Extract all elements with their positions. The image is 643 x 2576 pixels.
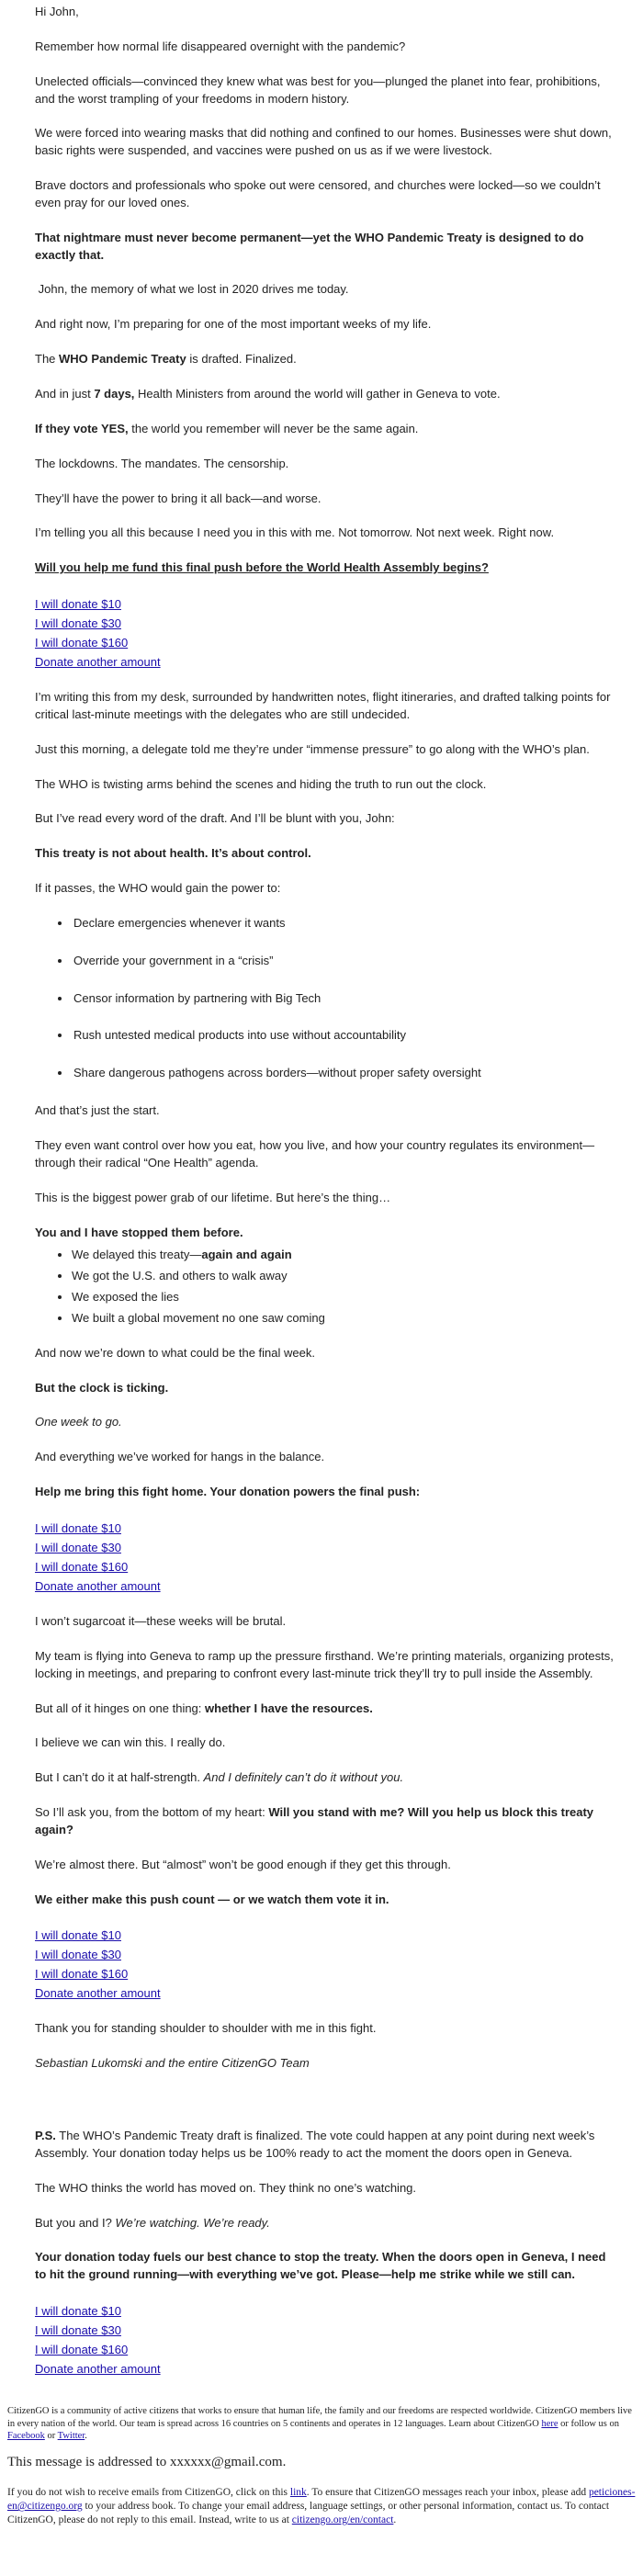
seven-days-paragraph [35,386,617,403]
cta-heading [35,559,617,577]
text-span: Health Ministers from around the world will gather in Geneva to vote. [134,386,501,401]
twisting-paragraph: The WHO is twisting arms behind the scenes and hiding the truth to run out the clock. [35,776,487,791]
drafted-paragraph [35,351,617,368]
brutal-paragraph: I won’t sugarcoat it—these weeks will be brutal. [35,1613,287,1628]
memory-paragraph: John, the memory of what we lost in 2020 drives me today. [35,282,349,297]
twitter-link[interactable]: Twitter [57,2431,85,2442]
addressed-to: This message is addressed to xxxxxx@gmail.com. [7,2455,287,2470]
one-health-paragraph: They even want control over how you eat, how you live, and how your country regulates its environment—through their radical “One Health” agenda. [35,1138,595,1169]
writing-paragraph: I’m writing this from my desk, surrounded by handwritten notes, flight itineraries, and drafted talking points for critical last-minute meetings with the delegates who are still undecided. [35,690,611,721]
powers-list [35,915,617,1082]
believe-paragraph: I believe we can win this. I really do. [35,1735,226,1750]
text-span: to your address book. To change your email address, language settings, or other personal information, contact us. To contact CitizenGO, please do not reply to this email. Instead, write to us at [7,2501,610,2526]
text-span: is drafted. Finalized. [186,352,297,367]
donate-links-4 [35,2301,617,2378]
ps-paragraph [35,2128,617,2163]
contact-link[interactable]: citizengo.org/en/contact [291,2514,394,2526]
watching-paragraph [35,2215,617,2232]
text-span: So I’ll ask you, from the bottom of my heart: [35,1805,269,1820]
donate-10-link[interactable]: I will donate $10 [35,1928,121,1943]
list-item: • We built a global movement no one saw coming [72,1310,617,1328]
text-span: CitizenGO is a community of active citizens that works to ensure that human life, the family and our freedoms are respected worldwide. CitizenGO members live in every nation of the world. Our team is spread across 16 countries on 5 continents and operates in 12 languages. Learn about CitizenGO [7,2406,632,2429]
intro-paragraph: We were forced into wearing masks that did nothing and confined to our homes. Businesses were shut down, basic rights were suspended, and vaccines were pushed on us as if we were livestock. [35,126,612,158]
hinges-paragraph [35,1700,617,1718]
donate-160-link[interactable]: I will donate $160 [35,2343,129,2357]
one-week-paragraph: One week to go. [35,1415,122,1429]
just-start-paragraph: And that’s just the start. [35,1103,160,1118]
seven-days-bold: 7 days, [94,386,135,401]
donate-30-link[interactable]: I will donate $30 [35,1540,121,1554]
donate-other-link[interactable]: Donate another amount [35,1986,161,2001]
again-bold: again and again [201,1248,292,1262]
donate-160-link[interactable]: I will donate $160 [35,1559,129,1574]
lockdowns-paragraph: The lockdowns. The mandates. The censorship. [35,456,289,470]
list-item: • We got the U.S. and others to walk away [72,1268,617,1285]
stand-with-me-bold: Will you stand with me? Will you help us block this treaty again? [35,1805,594,1836]
unsubscribe-link[interactable]: link [289,2487,307,2499]
facebook-link[interactable]: Facebook [7,2431,45,2442]
stopped-statement: You and I have stopped them before. [35,1225,243,1239]
text-span: or [44,2431,58,2442]
blunt-paragraph: But I’ve read every word of the draft. And I’ll be blunt with you, John: [35,811,395,826]
vote-yes-bold: If they vote YES, [35,421,129,435]
donate-other-link[interactable]: Donate another amount [35,1578,161,1593]
if-passes-paragraph: If it passes, the WHO would gain the power to: [35,881,281,896]
donate-10-link[interactable]: I will donate $10 [35,597,121,612]
learn-more-link[interactable]: here [541,2418,558,2429]
not-health-statement: This treaty is not about health. It’s about control. [35,846,311,861]
donate-160-link[interactable]: I will donate $160 [35,1967,129,1982]
text-span: We delayed this treaty— [72,1248,202,1262]
watching-italic: We’re watching. We’re ready. [115,2215,270,2230]
cta-heading-text: Will you help me fund this final push before the World Health Assembly begins? [35,560,489,575]
team-flying-paragraph: My team is flying into Geneva to ramp up the pressure firsthand. We’re printing materials, organizing protests, locking in meetings, and preparing to confront every last-minute trick they’ll try to pull inside the Assembly. [35,1648,614,1680]
achievements-list [35,1247,617,1327]
text-span: or follow us on [558,2418,620,2429]
greeting: Hi John, [35,5,79,18]
text-span: But you and I? [35,2215,116,2230]
push-count-statement: We either make this push count — or we watch them vote it in. [35,1892,389,1906]
ps-label: P.S. [35,2129,56,2143]
email-address-link[interactable]: peticiones-en@citizengo.org [7,2487,636,2513]
cta2-statement: Help me bring this fight home. Your donation powers the final push: [35,1485,421,1499]
almost-paragraph: We’re almost there. But “almost” won’t be good enough if they get this through. [35,1857,451,1871]
hangs-paragraph: And everything we’ve worked for hangs in the balance. [35,1450,325,1464]
intro-paragraph: Brave doctors and professionals who spoke out were censored, and churches were locked—so we couldn’t even pray for our loved ones. [35,178,601,209]
text-span: . To ensure that CitizenGO messages reach your inbox, please add [306,2487,589,2499]
list-item: • Share dangerous pathogens across borders—without proper safety oversight [72,1065,617,1082]
list-item: • Censor information by partnering with Big Tech [72,990,617,1008]
list-item: • Override your government in a “crisis” [72,953,617,970]
list-item [72,1247,617,1264]
donate-10-link[interactable]: I will donate $10 [35,1520,121,1535]
final-week-paragraph: And now we’re down to what could be the final week. [35,1345,315,1360]
text-span: The WHO’s Pandemic Treaty draft is finalized. The vote could happen at any point during next week’s Assembly. Your donation today helps us be 100% ready to act the moment the doors open in Geneva. [35,2129,595,2160]
donate-30-link[interactable]: I will donate $30 [35,2323,121,2338]
list-item: • Declare emergencies whenever it wants [72,915,617,932]
donate-10-link[interactable]: I will donate $10 [35,2304,121,2319]
moved-on-paragraph: The WHO thinks the world has moved on. They think no one’s watching. [35,2180,417,2195]
list-item: • We exposed the lies [72,1289,617,1306]
thank-you-paragraph: Thank you for standing shoulder to shoulder with me in this fight. [35,2021,377,2036]
text-span: But all of it hinges on one thing: [35,1700,206,1715]
donate-other-link[interactable]: Donate another amount [35,655,161,670]
donate-links-1 [35,594,617,672]
resources-bold: whether I have the resources. [205,1700,373,1715]
donate-30-link[interactable]: I will donate $30 [35,616,121,631]
email-footer [0,2405,643,2533]
vote-yes-paragraph [35,421,617,438]
delegate-paragraph: Just this morning, a delegate told me they’re under “immense pressure” to go along with the WHO’s plan. [35,741,590,756]
nightmare-statement: That nightmare must never become permanent—yet the WHO Pandemic Treaty is designed to do exactly that. [35,230,584,262]
text-span: . [393,2514,397,2526]
intro-paragraph: Remember how normal life disappeared overnight with the pandemic? [35,39,406,53]
half-strength-paragraph [35,1769,617,1787]
donate-30-link[interactable]: I will donate $30 [35,1948,121,1962]
text-span: And in just [35,386,95,401]
text-span: . [85,2431,87,2442]
text-span: But I can’t do it at half-strength. [35,1770,204,1785]
donate-links-2 [35,1519,617,1596]
text-span: the world you remember will never be the same again. [128,421,419,435]
telling-paragraph: I’m telling you all this because I need you in this with me. Not tomorrow. Not next week. Right now. [35,525,555,540]
donate-other-link[interactable]: Donate another amount [35,2362,161,2377]
text-span: If you do not wish to receive emails from CitizenGO, click on this [7,2487,290,2499]
power-back-paragraph: They’ll have the power to bring it all back—and worse. [35,491,322,505]
footer-about [7,2405,636,2442]
ticking-statement: But the clock is ticking. [35,1380,169,1395]
ask-paragraph [35,1804,617,1839]
donate-160-link[interactable]: I will donate $160 [35,636,129,650]
ps-final-statement: Your donation today fuels our best chance to stop the treaty. When the doors open in Geneva, I need to hit the ground running—with everything we’ve got. Please—help me strike while we still can. [35,2250,606,2282]
donate-links-3 [35,1926,617,2003]
preparing-paragraph: And right now, I’m preparing for one of the most important weeks of my life. [35,317,432,332]
treaty-name: WHO Pandemic Treaty [59,352,186,367]
without-you-italic: And I definitely can’t do it without you. [203,1770,404,1785]
intro-paragraph: Unelected officials—convinced they knew what was best for you—plunged the planet into fear, prohibitions, and the worst trampling of your freedoms in modern history. [35,73,601,106]
text-span: The [35,352,60,367]
footer-unsubscribe [7,2486,636,2527]
signature: Sebastian Lukomski and the entire CitizenGO Team [35,2056,310,2071]
list-item: • Rush untested medical products into use without accountability [72,1027,617,1045]
power-grab-paragraph: This is the biggest power grab of our lifetime. But here’s the thing… [35,1190,391,1204]
